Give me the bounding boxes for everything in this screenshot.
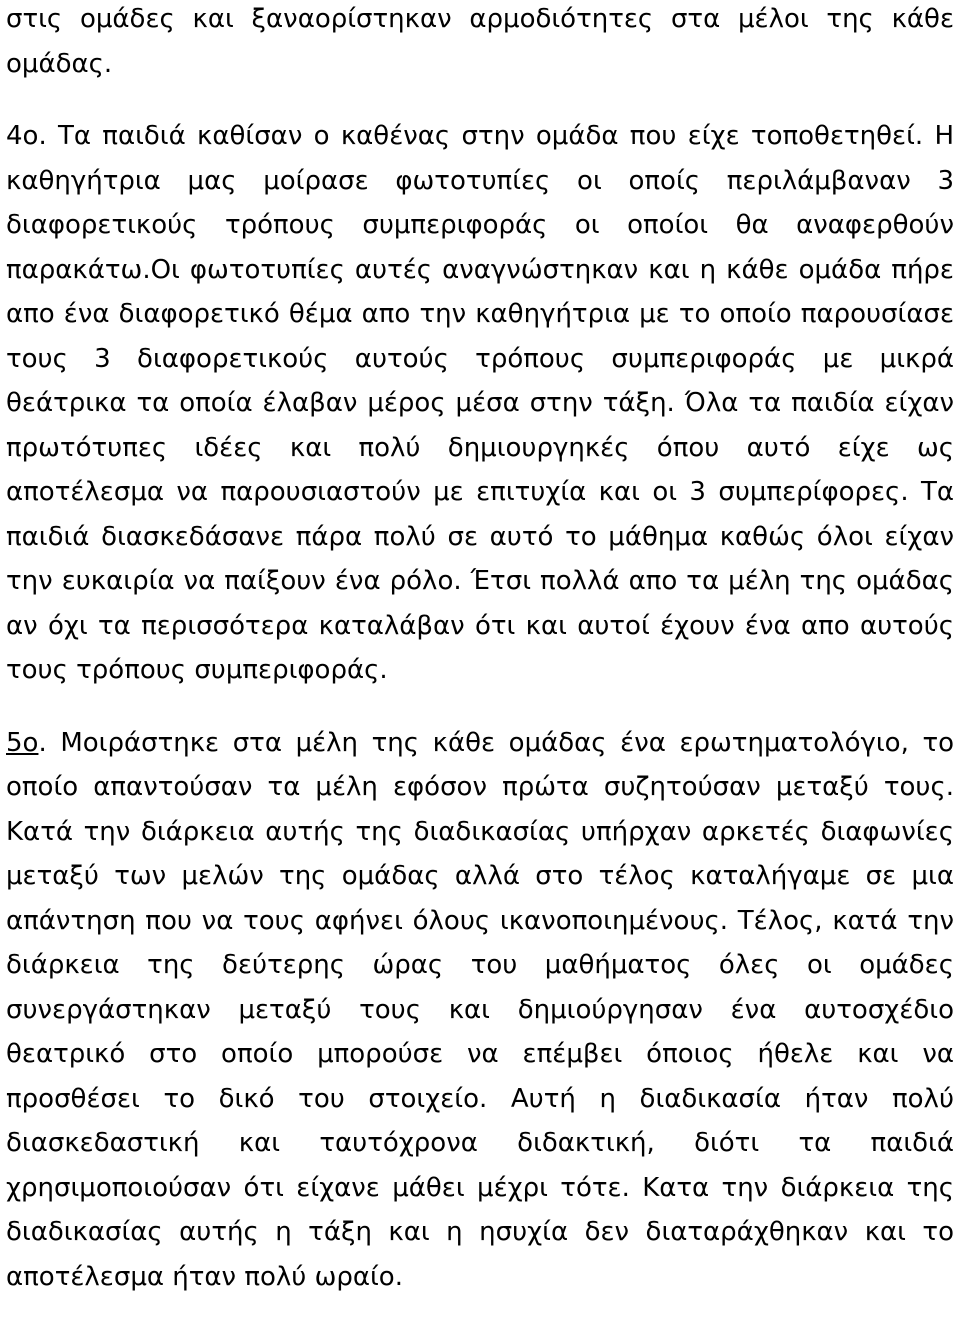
paragraph-text: 4ο. Τα παιδιά καθίσαν ο καθένας στην ομάδα που είχε τοποθετηθεί. Η καθηγήτρια μας μοίρασε φωτοτυπίες οι οποίς περιλάμβαναν 3 διαφορετικούς τρόπους συμπεριφοράς οι οποίοι θα αναφερθούν παρακάτω.Οι φωτοτυπίες αυτές αναγνώστηκαν και η κάθε ομάδα πήρε απο ένα διαφορετικό θέμα απο την καθηγήτρια με το οποίο παρουσίασε τους 3 διαφορετικούς αυτούς τρόπους συμπεριφοράς με μικρά θεάτρικα τα οποία έλαβαν μέρος μέσα στην τάξη. Όλα τα παιδία είχαν πρωτότυπες ιδέες και πολύ δημιουργηκές όπου αυτό είχε ως αποτέλεσμα να παρουσιαστούν με επιτυχία και οι 3 συμπερίφορες. Τα παιδιά διασκεδάσανε πάρα πολύ σε αυτό το μάθημα καθώς όλοι είχαν την ευκαιρία να παίξουν ένα ρόλο. Έτσι πολλά απο τα μέλη της ομάδας αν όχι τα περισσότερα καταλάβαν ότι και αυτοί έχουν ένα απο αυτούς τους τρόπους συμπεριφοράς. [6,121,954,685]
paragraph-intro-continuation [6,0,954,86]
paragraph-text: στις ομάδες και ξαναορίστηκαν αρμοδιότητες στα μέλοι της κάθε ομάδας. [6,4,954,79]
paragraph-spacer [6,86,954,114]
paragraph-step-4 [6,114,954,693]
paragraph-spacer [6,693,954,721]
step-number: 5ο [6,727,39,758]
paragraph-step-5 [6,721,954,1300]
paragraph-text: . Μοιράστηκε στα μέλη της κάθε ομάδας ένα ερωτηματολόγιο, το οποίο απαντούσαν τα μέλη εφόσον πρώτα συζητούσαν μεταξύ τους. Κατά την διάρκεια αυτής της διαδικασίας υπήρχαν αρκετές διαφωνίες μεταξύ των μελών της ομάδας αλλά στο τέλος καταλήγαμε σε μια απάντηση που να τους αφήνει όλους ικανοποιημένους. Τέλος, κατά την διάρκεια της δεύτερης ώρας του μαθήματος όλες οι ομάδες συνεργάστηκαν μεταξύ τους και δημιούργησαν ένα αυτοσχέδιο θεατρικό στο οποίο μπορούσε να επέμβει όποιος ήθελε και να προσθέσει το δικό του στοιχείο. Αυτή η διαδικασία ήταν πολύ διασκεδαστική και ταυτόχρονα διδακτική, διότι τα παιδιά χρησιμοποιούσαν ότι είχανε μάθει μέχρι τότε. Κατα την διάρκεια της διαδικασίας αυτής η τάξη και η ησυχία δεν διαταράχθηκαν και το αποτέλεσμα ήταν πολύ ωραίο. [6,727,954,1292]
